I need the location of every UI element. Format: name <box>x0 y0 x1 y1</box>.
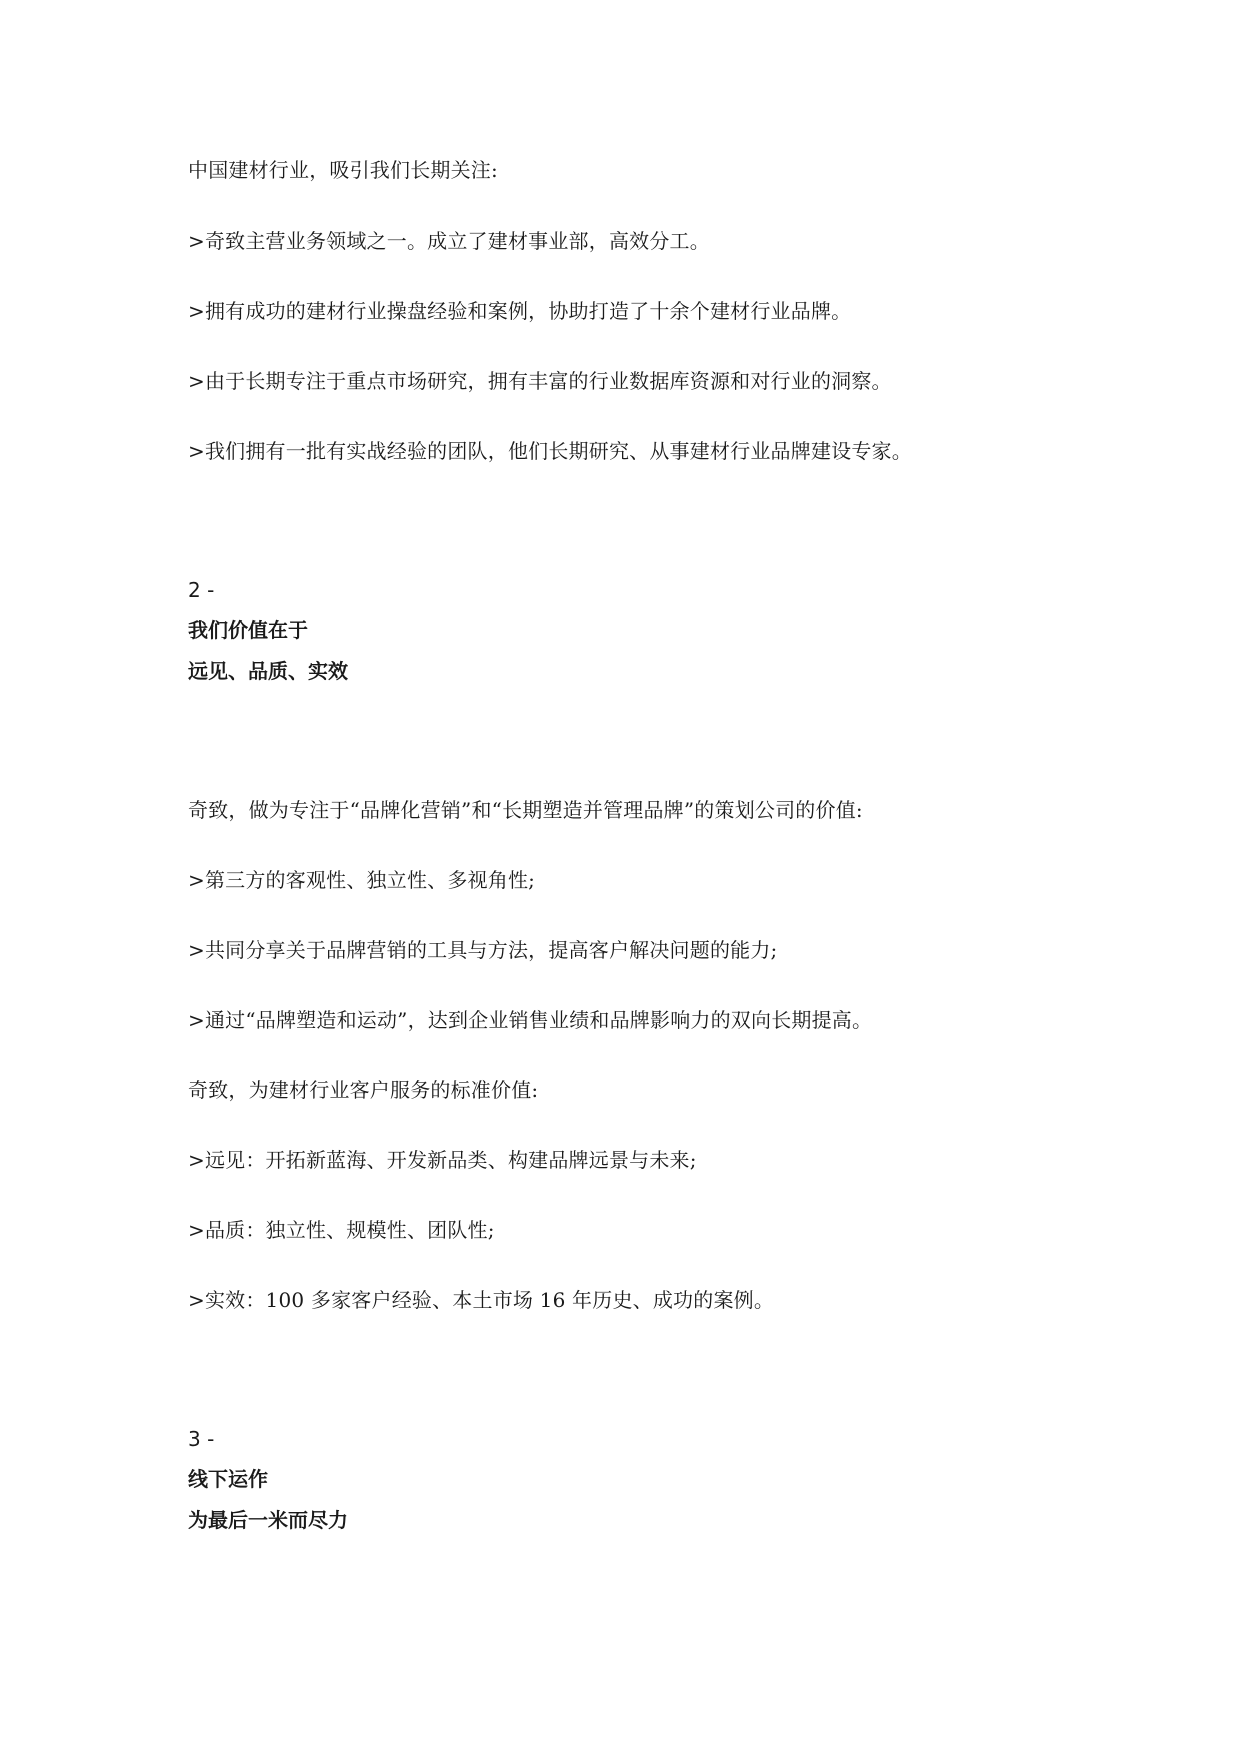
section1-item-4: >我们拥有一批有实战经验的团队，他们长期研究、从事建材行业品牌建设专家。 <box>188 439 912 463</box>
section2-title: 我们价值在于 <box>188 618 308 642</box>
section2-item1-1: >第三方的客观性、独立性、多视角性; <box>188 868 536 892</box>
section3-title: 线下运作 <box>188 1467 268 1491</box>
section2-item2-3: >实效：100 多家客户经验、本土市场 16 年历史、成功的案例。 <box>188 1288 775 1312</box>
section1-item-1: >奇致主营业务领域之一。成立了建材事业部，高效分工。 <box>188 229 710 253</box>
section2-item2-1: >远见：开拓新蓝海、开发新品类、构建品牌远景与未来; <box>188 1148 697 1172</box>
section2-intro-1: 奇致，做为专注于“品牌化营销”和“长期塑造并管理品牌”的策划公司的价值: <box>188 798 863 822</box>
section1-intro: 中国建材行业，吸引我们长期关注: <box>188 158 498 182</box>
section2-intro-2: 奇致，为建材行业客户服务的标准价值: <box>188 1078 539 1102</box>
section3-number: 3 - <box>188 1427 215 1451</box>
section1-item-2: >拥有成功的建材行业操盘经验和案例，协助打造了十余个建材行业品牌。 <box>188 299 852 323</box>
section1-item-3: >由于长期专注于重点市场研究，拥有丰富的行业数据库资源和对行业的洞察。 <box>188 369 892 393</box>
section2-number: 2 - <box>188 578 215 602</box>
section2-item1-2: >共同分享关于品牌营销的工具与方法，提高客户解决问题的能力; <box>188 938 778 962</box>
section2-subtitle: 远见、品质、实效 <box>188 659 348 683</box>
section2-item2-2: >品质：独立性、规模性、团队性; <box>188 1218 495 1242</box>
section2-item1-3: >通过“品牌塑造和运动”，达到企业销售业绩和品牌影响力的双向长期提高。 <box>188 1008 873 1032</box>
section3-subtitle: 为最后一米而尽力 <box>188 1508 348 1532</box>
